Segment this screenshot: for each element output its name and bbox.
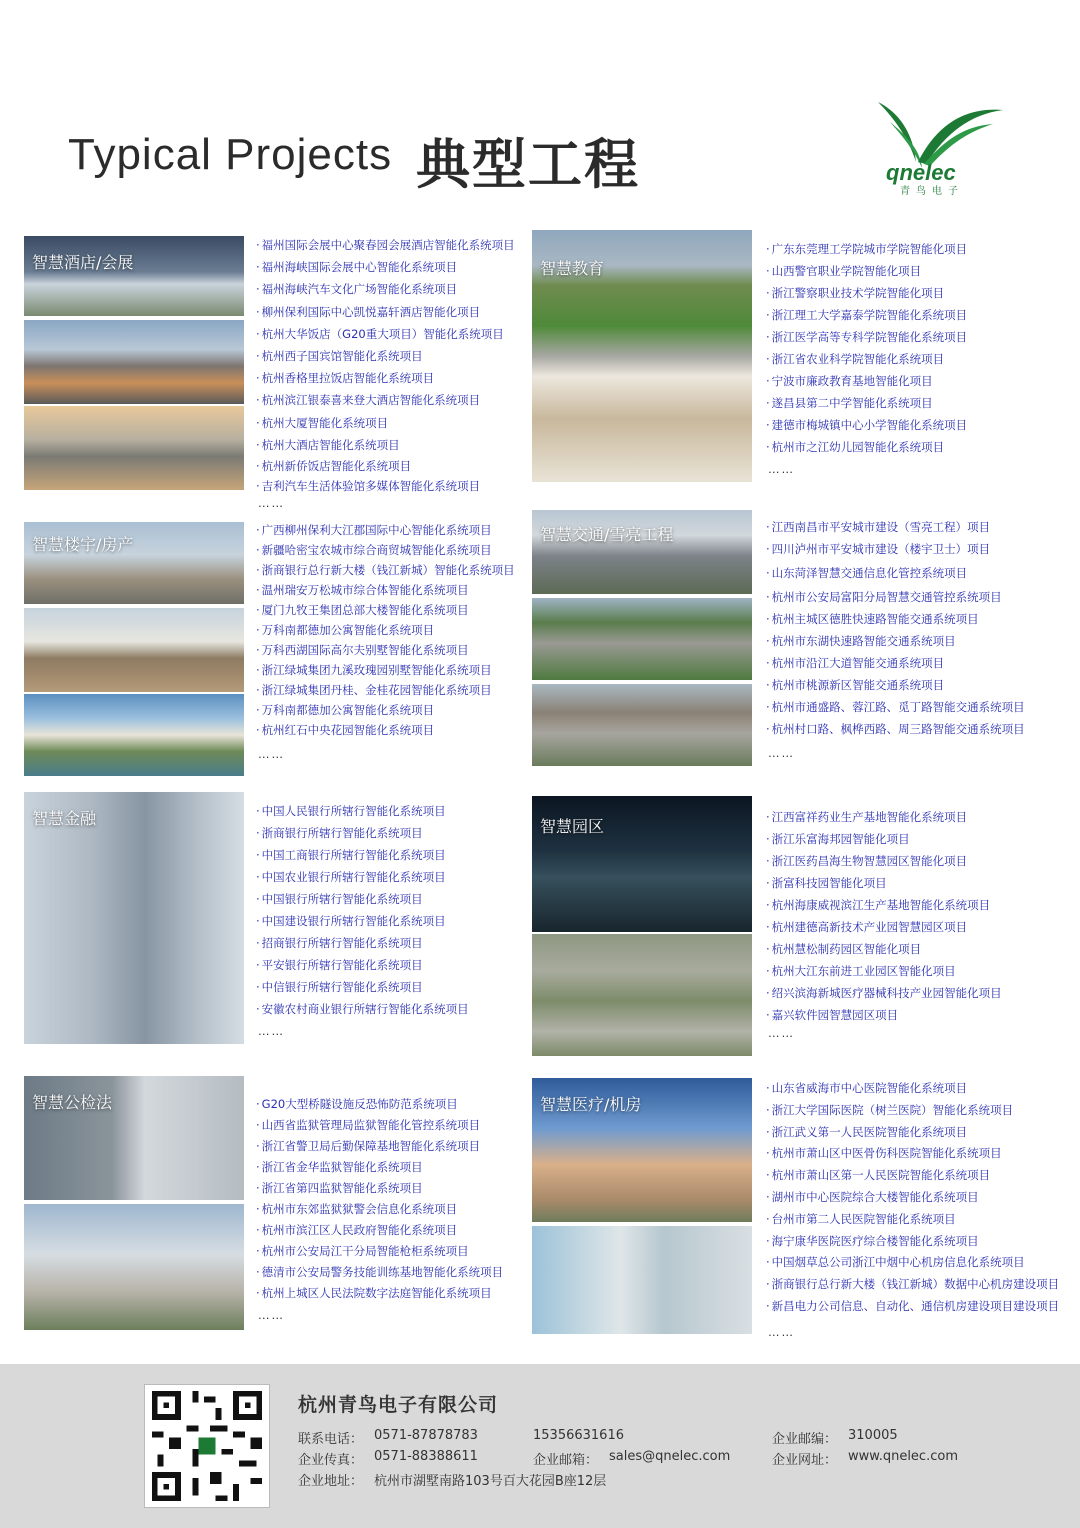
list-item: · 杭州大华饭店（G20重大项目）智能化系统项目 [256, 323, 515, 345]
page-title-en: Typical Projects [68, 130, 393, 179]
list-item: · 浙江省农业科学院智能化系统项目 [766, 348, 967, 370]
list-item: · 杭州西子国宾馆智能化系统项目 [256, 345, 515, 367]
list-more: …… [258, 1308, 285, 1322]
list-item: · 浙商银行总行新大楼（钱江新城）智能化系统项目 [256, 560, 515, 580]
list-item: · 安徽农村商业银行所辖行智能化系统项目 [256, 998, 469, 1020]
justice-photo-bottom [24, 1204, 244, 1330]
list-item: · 杭州市萧山区中医骨伤科医院智能化系统项目 [766, 1143, 1059, 1165]
list-item: · 德清市公安局警务技能训练基地智能化系统项目 [256, 1262, 503, 1283]
traffic-project-list [766, 516, 1025, 766]
list-item: · 杭州市东郊监狱狱警会信息化系统项目 [256, 1199, 503, 1220]
fax-label: 企业传真： [298, 1453, 364, 1468]
list-item: · 杭州上城区人民法院数字法庭智能化系统项目 [256, 1283, 503, 1304]
list-item: · 万科南都德加公寓智能化系统项目 [256, 700, 515, 720]
list-item: · 中国建设银行所辖行智能化系统项目 [256, 910, 469, 932]
list-item: · 杭州村口路、枫桦西路、周三路智能交通系统项目 [766, 718, 1025, 740]
list-item: · 杭州慧松制药园区智能化项目 [766, 938, 1002, 960]
list-item: · 遂昌县第二中学智能化系统项目 [766, 392, 967, 414]
list-item: · 杭州香格里拉饭店智能化系统项目 [256, 367, 515, 389]
justice-project-list [256, 1094, 503, 1326]
medical-photo-top [532, 1078, 752, 1222]
list-item: · 杭州大厦智能化系统项目 [256, 412, 515, 434]
list-item: · 万科南都德加公寓智能化系统项目 [256, 620, 515, 640]
list-item: · 福州海峡国际会展中心智能化系统项目 [256, 256, 515, 278]
hotel-photo-middle [24, 320, 244, 404]
list-item: · 杭州市滨江区人民政府智能化系统项目 [256, 1220, 503, 1241]
list-more: …… [768, 1026, 795, 1040]
company-name: 杭州青鸟电子有限公司 [298, 1394, 499, 1416]
realestate-photo-bottom [24, 694, 244, 776]
traffic-photo-bottom [532, 684, 752, 766]
website-label: 企业网址： [772, 1453, 838, 1468]
list-item: · 杭州市公安局江干分局智能枪柜系统项目 [256, 1241, 503, 1262]
list-item: · 山东菏泽智慧交通信息化管控系统项目 [766, 560, 1025, 586]
list-item: · 广东东莞理工学院城市学院智能化项目 [766, 238, 967, 260]
traffic-photo-middle [532, 598, 752, 680]
list-item: · 平安银行所辖行智能化系统项目 [256, 954, 469, 976]
list-item: · 杭州大酒店智能化系统项目 [256, 434, 515, 456]
section-label-education: 智慧教育 [540, 259, 605, 278]
list-item: · 宁波市廉政教育基地智能化项目 [766, 370, 967, 392]
address-value: 杭州市湖墅南路103号百大花园B座12层 [374, 1474, 607, 1489]
page-title-zh: 典型工程 [416, 133, 640, 196]
traffic-photo-top [532, 510, 752, 594]
list-item: · 浙江乐富海邦园智能化项目 [766, 828, 1002, 850]
park-photo-top [532, 796, 752, 932]
realestate-project-list [256, 520, 515, 768]
list-item: · 中国人民银行所辖行智能化系统项目 [256, 800, 469, 822]
list-item: · 浙江医药昌海生物智慧园区智能化项目 [766, 850, 1002, 872]
list-item: · 浙江武义第一人民医院智能化系统项目 [766, 1122, 1059, 1144]
list-item: · 杭州红石中央花园智能化系统项目 [256, 720, 515, 740]
phone-number: 0571-87878783 [374, 1428, 478, 1443]
list-item: · 山西省监狱管理局监狱智能化管控系统项目 [256, 1115, 503, 1136]
postcode-label: 企业邮编： [772, 1432, 838, 1447]
fax-number: 0571-88388611 [374, 1449, 478, 1464]
list-item: · 杭州市萧山区第一人民医院智能化系统项目 [766, 1165, 1059, 1187]
list-item: · 浙江理工大学嘉泰学院智能化系统项目 [766, 304, 967, 326]
list-item: · 浙商银行总行新大楼（钱江新城）数据中心机房建设项目 [766, 1274, 1059, 1296]
list-item: · 浙江警察职业技术学院智能化项目 [766, 282, 967, 304]
section-label-justice: 智慧公检法 [32, 1093, 113, 1112]
list-item: · 杭州市东湖快速路智能交通系统项目 [766, 630, 1025, 652]
list-item: · 吉利汽车生活体验馆多媒体智能化系统项目 [256, 476, 515, 496]
hotel-photo-top [24, 236, 244, 316]
list-item: · 浙江省金华监狱智能化系统项目 [256, 1157, 503, 1178]
list-item: · 四川泸州市平安城市建设（楼宇卫士）项目 [766, 538, 1025, 560]
list-item: · 江西富祥药业生产基地智能化系统项目 [766, 806, 1002, 828]
list-item: · 广西柳州保利大江郡国际中心智能化系统项目 [256, 520, 515, 540]
list-more: …… [768, 746, 795, 760]
list-item: · 海宁康华医院医疗综合楼智能化系统项目 [766, 1231, 1059, 1253]
list-item: · 柳州保利国际中心凯悦嘉轩酒店智能化项目 [256, 301, 515, 323]
list-item: · 山西警官职业学院智能化项目 [766, 260, 967, 282]
list-item: · 万科西湖国际高尔夫别墅智能化系统项目 [256, 640, 515, 660]
list-item: · 杭州市沿江大道智能交通系统项目 [766, 652, 1025, 674]
list-item: · 杭州滨江银泰喜来登大酒店智能化系统项目 [256, 389, 515, 411]
list-more: …… [258, 496, 285, 511]
section-label-hotel: 智慧酒店/会展 [32, 253, 134, 272]
list-item: · 中国农业银行所辖行智能化系统项目 [256, 866, 469, 888]
list-item: · 温州瑞安万松城市综合体智能化系统项目 [256, 580, 515, 600]
list-more: …… [258, 747, 285, 761]
list-item: · 福州海峡汽车文化广场智能化系统项目 [256, 278, 515, 300]
list-item: · 嘉兴软件园智慧园区项目 [766, 1004, 1002, 1026]
list-item: · 浙江省第四监狱智能化系统项目 [256, 1178, 503, 1199]
hotel-photo-bottom [24, 406, 244, 490]
list-item: · 江西南昌市平安城市建设（雪亮工程）项目 [766, 516, 1025, 538]
list-item: · 浙江医学高等专科学院智能化系统项目 [766, 326, 967, 348]
list-item: · 杭州新侨饭店智能化系统项目 [256, 456, 515, 476]
list-item: · 中国工商银行所辖行智能化系统项目 [256, 844, 469, 866]
medical-project-list [766, 1078, 1059, 1346]
list-item: · 招商银行所辖行智能化系统项目 [256, 932, 469, 954]
education-photo [532, 230, 752, 482]
list-more: …… [768, 1324, 795, 1339]
list-item: · 台州市第二人民医院智能化系统项目 [766, 1209, 1059, 1231]
list-more: …… [768, 462, 795, 476]
phone-label: 联系电话： [298, 1432, 364, 1447]
section-label-traffic: 智慧交通/雪亮工程 [540, 525, 674, 544]
qr-code-icon [144, 1384, 270, 1508]
list-item: · 杭州市公安局富阳分局智慧交通管控系统项目 [766, 586, 1025, 608]
list-item: · 新疆哈密宝农城市综合商贸城智能化系统项目 [256, 540, 515, 560]
education-project-list [766, 238, 967, 480]
list-item: · 浙江大学国际医院（树兰医院）智能化系统项目 [766, 1100, 1059, 1122]
website-link[interactable]: www.qnelec.com [848, 1449, 958, 1464]
list-item: · 杭州大江东前进工业园区智能化项目 [766, 960, 1002, 982]
park-photo-bottom [532, 934, 752, 1056]
medical-photo-bottom [532, 1226, 752, 1334]
list-item: · 浙江绿城集团九溪玫瑰园别墅智能化系统项目 [256, 660, 515, 680]
list-item: · 山东省威海市中心医院智能化系统项目 [766, 1078, 1059, 1100]
finance-project-list [256, 800, 469, 1042]
list-item: · 杭州海康威视滨江生产基地智能化系统项目 [766, 894, 1002, 916]
logo-wordmark: qnelec [886, 160, 956, 185]
list-item: · 中信银行所辖行智能化系统项目 [256, 976, 469, 998]
realestate-photo-top [24, 522, 244, 604]
list-more: …… [258, 1024, 285, 1038]
list-item: · 福州国际会展中心聚春园会展酒店智能化系统项目 [256, 234, 515, 256]
list-item: · 建德市梅城镇中心小学智能化系统项目 [766, 414, 967, 436]
list-item: · 新昌电力公司信息、自动化、通信机房建设项目建设项目 [766, 1296, 1059, 1318]
email-address[interactable]: sales@qnelec.com [609, 1449, 731, 1464]
justice-photo-top [24, 1076, 244, 1200]
logo-subtitle: 青鸟电子 [900, 186, 964, 197]
email-label: 企业邮箱： [533, 1453, 599, 1468]
list-item: · 浙富科技园智能化项目 [766, 872, 1002, 894]
park-project-list [766, 806, 1002, 1040]
section-label-park: 智慧园区 [540, 817, 605, 836]
section-label-medical: 智慧医疗/机房 [540, 1095, 642, 1114]
list-item: · 杭州市桃源新区智能交通系统项目 [766, 674, 1025, 696]
list-item: · G20大型桥隧设施反恐怖防范系统项目 [256, 1094, 503, 1115]
section-label-finance: 智慧金融 [32, 809, 97, 828]
address-label: 企业地址： [298, 1474, 364, 1489]
hotel-project-list [256, 234, 515, 510]
list-item: · 杭州建德高新技术产业园智慧园区项目 [766, 916, 1002, 938]
list-item: · 浙江省警卫局后勤保障基地智能化系统项目 [256, 1136, 503, 1157]
list-item: · 绍兴滨海新城医疗器械科技产业园智能化项目 [766, 982, 1002, 1004]
realestate-photo-middle [24, 608, 244, 692]
list-item: · 湖州市中心医院综合大楼智能化系统项目 [766, 1187, 1059, 1209]
list-item: · 浙江绿城集团丹桂、金桂花园智能化系统项目 [256, 680, 515, 700]
list-item: · 杭州市通盛路、蓉江路、觅丁路智能交通系统项目 [766, 696, 1025, 718]
section-label-realestate: 智慧楼宇/房产 [32, 535, 134, 554]
list-item: · 杭州市之江幼儿园智能化系统项目 [766, 436, 967, 458]
postcode-value: 310005 [848, 1428, 898, 1443]
list-item: · 厦门九牧王集团总部大楼智能化系统项目 [256, 600, 515, 620]
mobile-number: 15356631616 [533, 1428, 624, 1443]
list-item: · 中国烟草总公司浙江中烟中心机房信息化系统项目 [766, 1252, 1059, 1274]
list-item: · 浙商银行所辖行智能化系统项目 [256, 822, 469, 844]
list-item: · 杭州主城区德胜快速路智能交通系统项目 [766, 608, 1025, 630]
finance-photo [24, 792, 244, 1044]
list-item: · 中国银行所辖行智能化系统项目 [256, 888, 469, 910]
